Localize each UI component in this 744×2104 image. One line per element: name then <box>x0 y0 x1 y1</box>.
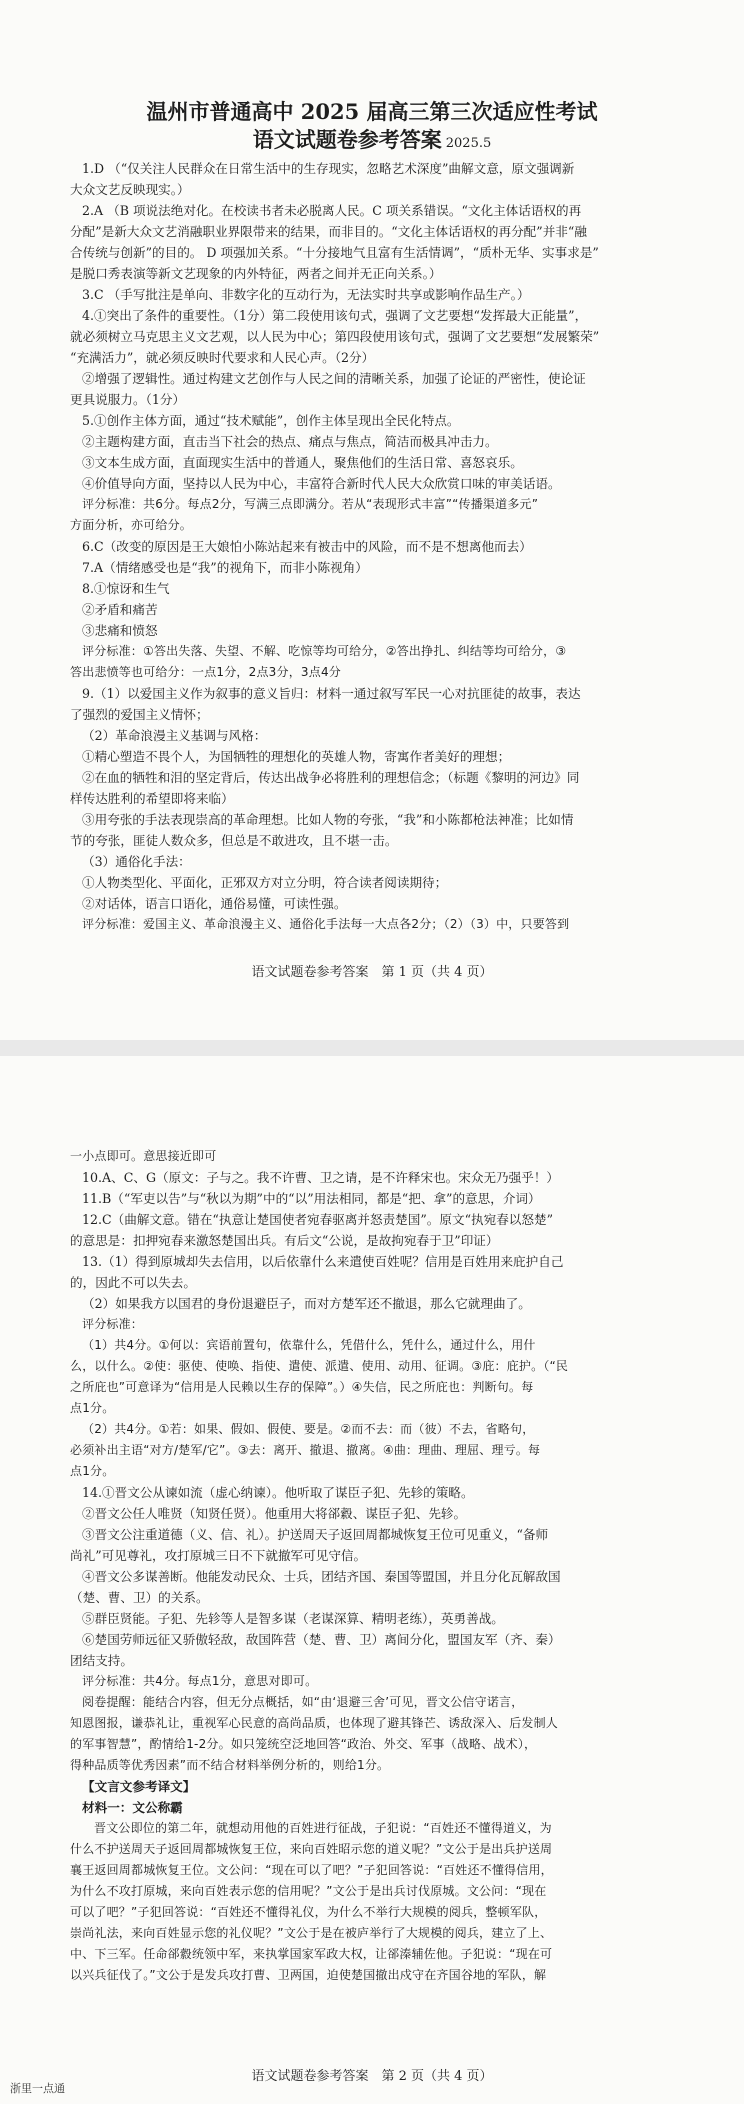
text-line: 8.①惊讶和生气 <box>82 581 170 596</box>
text-line: 2.A （B 项说法绝对化。在校读书者未必脱离人民。C 项关系错误。“文化主体话语权的再 <box>82 203 582 218</box>
text-line: 材料一：文公称霸 <box>82 1800 183 1815</box>
text-line: 一小点即可。意思接近即可 <box>70 1149 217 1163</box>
text-line: 11.B（“军吏以告”与“秋以为期”中的“以”用法相同，都是“把、拿”的意思，介词） <box>82 1191 541 1206</box>
exam-subtitle <box>0 126 744 158</box>
text-line: ④晋文公多谋善断。他能发动民众、士兵，团结齐国、秦国等盟国，并且分化瓦解敌国 <box>82 1569 561 1584</box>
text-line: ⑥楚国劳师远征又骄傲轻敌，敌国阵营（楚、曹、卫）离间分化，盟国友军（齐、秦） <box>82 1632 561 1647</box>
text-line: “充满活力”，就必须反映时代要求和人民心声。（2分） <box>70 350 375 365</box>
text-line: 是脱口秀表演等新文艺现象的内外特征，两者之间并无正向关系。） <box>70 266 442 281</box>
text-line: （2）革命浪漫主义基调与风格： <box>82 728 267 743</box>
text-line: ②增强了逻辑性。通过构建文艺创作与人民之间的清晰关系，加强了论证的严密性，使论证 <box>82 371 586 386</box>
text-line: 10.A、C、G（原文：子与之。我不许曹、卫之请，是不许释宋也。宋众无乃强乎！） <box>82 1170 560 1185</box>
text-line: （2）共4分。①若：如果、假如、假使、要是。②而不去：而（彼）不去，省略句， <box>82 1422 535 1436</box>
answer-page-1 <box>0 0 744 1040</box>
text-line: 晋文公即位的第二年，就想动用他的百姓进行征战，子犯说：“百姓还不懂得道义，为 <box>94 1821 552 1835</box>
text-line: （1）共4分。①何以：宾语前置句，依靠什么，凭借什么，凭什么，通过什么，用什 <box>82 1338 536 1352</box>
text-line: ③用夸张的手法表现崇高的革命理想。比如人物的夸张，“我”和小陈都枪法神准；比如情 <box>82 812 574 827</box>
text-line: 襄王返回周都城恢复王位。文公问：“现在可以了吧？”子犯回答说：“百姓还不懂得信用， <box>70 1863 553 1877</box>
text-line: 为什么不攻打原城，来向百姓表示您的信用呢？”文公于是出兵讨伐原城。文公问：“现在 <box>70 1884 547 1898</box>
text-line: 4.①突出了条件的重要性。（1分）第二段使用该句式，强调了文艺要想“发挥最大正能量”， <box>82 308 588 323</box>
text-line: 【文言文参考译文】 <box>82 1779 196 1794</box>
text-line: 评分标准：共4分。每点1分，意思对即可。 <box>82 1674 318 1688</box>
text-line: 3.C （手写批注是单向、非数字化的互动行为，无法实时共享或影响作品生产。） <box>82 287 530 302</box>
text-line: 了强烈的爱国主义情怀； <box>70 707 209 722</box>
text-line: 7.A（情绪感受也是“我”的视角下，而非小陈视角） <box>82 560 368 575</box>
text-line: （2）如果我方以国君的身份退避臣子，而对方楚军还不撤退，那么它就理曲了。 <box>82 1296 531 1311</box>
text-line: 5.①创作主体方面，通过“技术赋能”，创作主体呈现出全民化特点。 <box>82 413 460 428</box>
text-line: ③文本生成方面，直面现实生活中的普通人，聚焦他们的生活日常、喜怒哀乐。 <box>82 455 523 470</box>
source-watermark-text: 浙里一点通 <box>10 2082 65 2095</box>
text-line: 阅卷提醒：能结合内容，但无分点概括，如“由‘退避三舍’可见，晋文公信守诺言， <box>82 1695 524 1709</box>
text-line: ④价值导向方面，坚持以人民为中心，丰富符合新时代人民大众欣赏口味的审美话语。 <box>82 476 561 491</box>
text-line: ①人物类型化、平面化，正邪双方对立分明，符合读者阅读期待； <box>82 875 448 890</box>
text-line: 的军事智慧”，酌情给1-2分。如只笼统空泛地回答“政治、外交、军事（战略、战术）， <box>70 1737 537 1751</box>
text-line: 的意思是：扣押宛春来激怒楚国出兵。有后文“公说，是故拘宛春于卫”印证） <box>70 1233 499 1248</box>
text-line: 中、下三军。任命郤縠统领中军，来执掌国家军政大权，让郤溱辅佐他。子犯说：“现在可 <box>70 1947 553 1961</box>
text-line: 点1分。 <box>70 1401 115 1415</box>
text-line: ③晋文公注重道德（义、信、礼）。护送周天子返回周都城恢复王位可见重义，“备师 <box>82 1527 549 1542</box>
text-line: 14.①晋文公从谏如流（虚心纳谏）。他听取了谋臣子犯、先轸的策略。 <box>82 1485 474 1500</box>
text-line: ②在血的牺牲和泪的坚定背后，传达出战争必将胜利的理想信念；（标题《黎明的河边》同 <box>82 770 580 785</box>
text-line: 6.C（改变的原因是王大娘怕小陈站起来有被击中的风险，而不是不想离他而去） <box>82 539 532 554</box>
text-line: ①精心塑造不畏个人，为国牺牲的理想化的英雄人物，寄寓作者美好的理想； <box>82 749 511 764</box>
exam-date: 2025.5 <box>445 136 492 151</box>
text-line: 分配”是新大众文艺消融职业界限带来的结果，而非目的。“文化主体话语权的再分配”并非“融 <box>70 224 587 239</box>
text-line: 9.（1）以爱国主义作为叙事的意义旨归：材料一通过叙写军民一心对抗匪徒的故事，表达 <box>82 686 581 701</box>
text-line: 1.D （“仅关注人民群众在日常生活中的生存现实，忽略艺术深度”曲解文意，原文强调新 <box>82 161 575 176</box>
text-line: 答出悲愤等也可给分：一点1分，2点3分，3点4分 <box>70 665 341 679</box>
text-line: 团结支持。 <box>70 1653 133 1668</box>
text-line: 可以了吧？”子犯回答说：“百姓还不懂得礼仪，为什么不举行大规模的阅兵，整顿军队， <box>70 1905 547 1919</box>
text-line: 13.（1）得到原城却失去信用，以后依靠什么来遣使百姓呢？信用是百姓用来庇护自己 <box>82 1254 564 1269</box>
text-line: 方面分析，亦可给分。 <box>70 518 193 532</box>
text-line: 就必须树立马克思主义文艺观，以人民为中心；第四段使用该句式，强调了文艺要想“发展繁荣” <box>70 329 600 344</box>
text-line: 什么不护送周天子返回周都城恢复王位，来向百姓昭示您的道义呢？”文公于是出兵护送周 <box>70 1842 553 1856</box>
text-line: ②主题构建方面，直击当下社会的热点、痛点与焦点，简洁而极具冲击力。 <box>82 434 498 449</box>
page-footer-2: 语文试题卷参考答案 第 2 页（共 4 页） <box>251 2069 493 2084</box>
text-line: 合传统与创新”的目的。 D 项强加关系。“十分接地气且富有生活情调”，“质朴无华、实事求是” <box>70 245 599 260</box>
text-line: 评分标准： <box>82 1317 144 1331</box>
text-line: 必须补出主语“对方/楚军/它”。③去：离开、撤退、撤离。④曲：理曲、理屈、理亏。每 <box>70 1443 541 1457</box>
text-line: ②晋文公任人唯贤（知贤任贤）。他重用大将郤縠、谋臣子犯、先轸。 <box>82 1506 467 1521</box>
text-line: 么，以什么。②使：驱使、使唤、指使、遣使、派遣、使用、动用、征调。③庇：庇护。（“民 <box>70 1359 569 1373</box>
exam-title: 温州市普通高中 2025 届高三第三次适应性考试 <box>146 99 598 124</box>
text-line: 12.C（曲解文意。错在“执意让楚国使者宛春驱离并怒责楚国”。原文“执宛春以怒楚” <box>82 1212 554 1227</box>
text-line: 得种品质等优秀因素”而不结合材料举例分析的，则给1分。 <box>70 1758 390 1772</box>
text-line: 以兴兵征伐了。”文公于是发兵攻打曹、卫两国，迫使楚国撤出戍守在齐国谷地的军队，解 <box>70 1968 547 1982</box>
answer-body-page-1 <box>70 158 676 935</box>
answer-body-page-2 <box>70 1146 676 1986</box>
text-line: ②矛盾和痛苦 <box>82 602 158 617</box>
text-line: ③悲痛和愤怒 <box>82 623 158 638</box>
text-line: 知恩图报，谦恭礼让，重视军心民意的高尚品质，也体现了避其锋芒、诱敌深入、后发制人 <box>70 1716 559 1730</box>
text-line: ②对话体，语言口语化，通俗易懂，可读性强。 <box>82 896 347 911</box>
text-line: 节的夸张，匪徒人数众多，但总是不敢进攻，且不堪一击。 <box>70 833 398 848</box>
text-line: 大众文艺反映现实。） <box>70 182 190 197</box>
text-line: （3）通俗化手法： <box>82 854 191 869</box>
subtitle-text: 语文试题卷参考答案 <box>252 127 442 152</box>
text-line: 点1分。 <box>70 1464 115 1478</box>
text-line: 更具说服力。（1分） <box>70 392 186 407</box>
text-line: 评分标准：爱国主义、革命浪漫主义、通俗化手法每一大点各2分；（2）（3）中，只要答到 <box>82 917 570 931</box>
text-line: 尚礼”可见尊礼，攻打原城三日不下就撤军可见守信。 <box>70 1548 367 1563</box>
text-line: 评分标准：①答出失落、失望、不解、吃惊等均可给分，②答出挣扎、纠结等均可给分，③ <box>82 644 567 658</box>
text-line: 样传达胜利的希望即将来临） <box>70 791 234 806</box>
answer-page-2 <box>0 1056 744 2104</box>
text-line: 崇尚礼法，来向百姓显示您的礼仪呢？”文公于是在被庐举行了大规模的阅兵，建立了上、 <box>70 1926 553 1940</box>
text-line: 之所庇也”可意译为“信用是人民赖以生存的保障”。）④失信，民之所庇也：判断句。每 <box>70 1380 534 1394</box>
text-line: 评分标准：共6分。每点2分，写满三点即满分。若从“表现形式丰富”“传播渠道多元” <box>82 497 539 511</box>
text-line: ⑤群臣贤能。子犯、先轸等人是智多谋（老谋深算、精明老练），英勇善战。 <box>82 1611 504 1626</box>
page-footer-1: 语文试题卷参考答案 第 1 页（共 4 页） <box>251 965 493 980</box>
text-line: 的，因此不可以失去。 <box>70 1275 196 1290</box>
text-line: （楚、曹、卫）的关系。 <box>70 1590 209 1605</box>
